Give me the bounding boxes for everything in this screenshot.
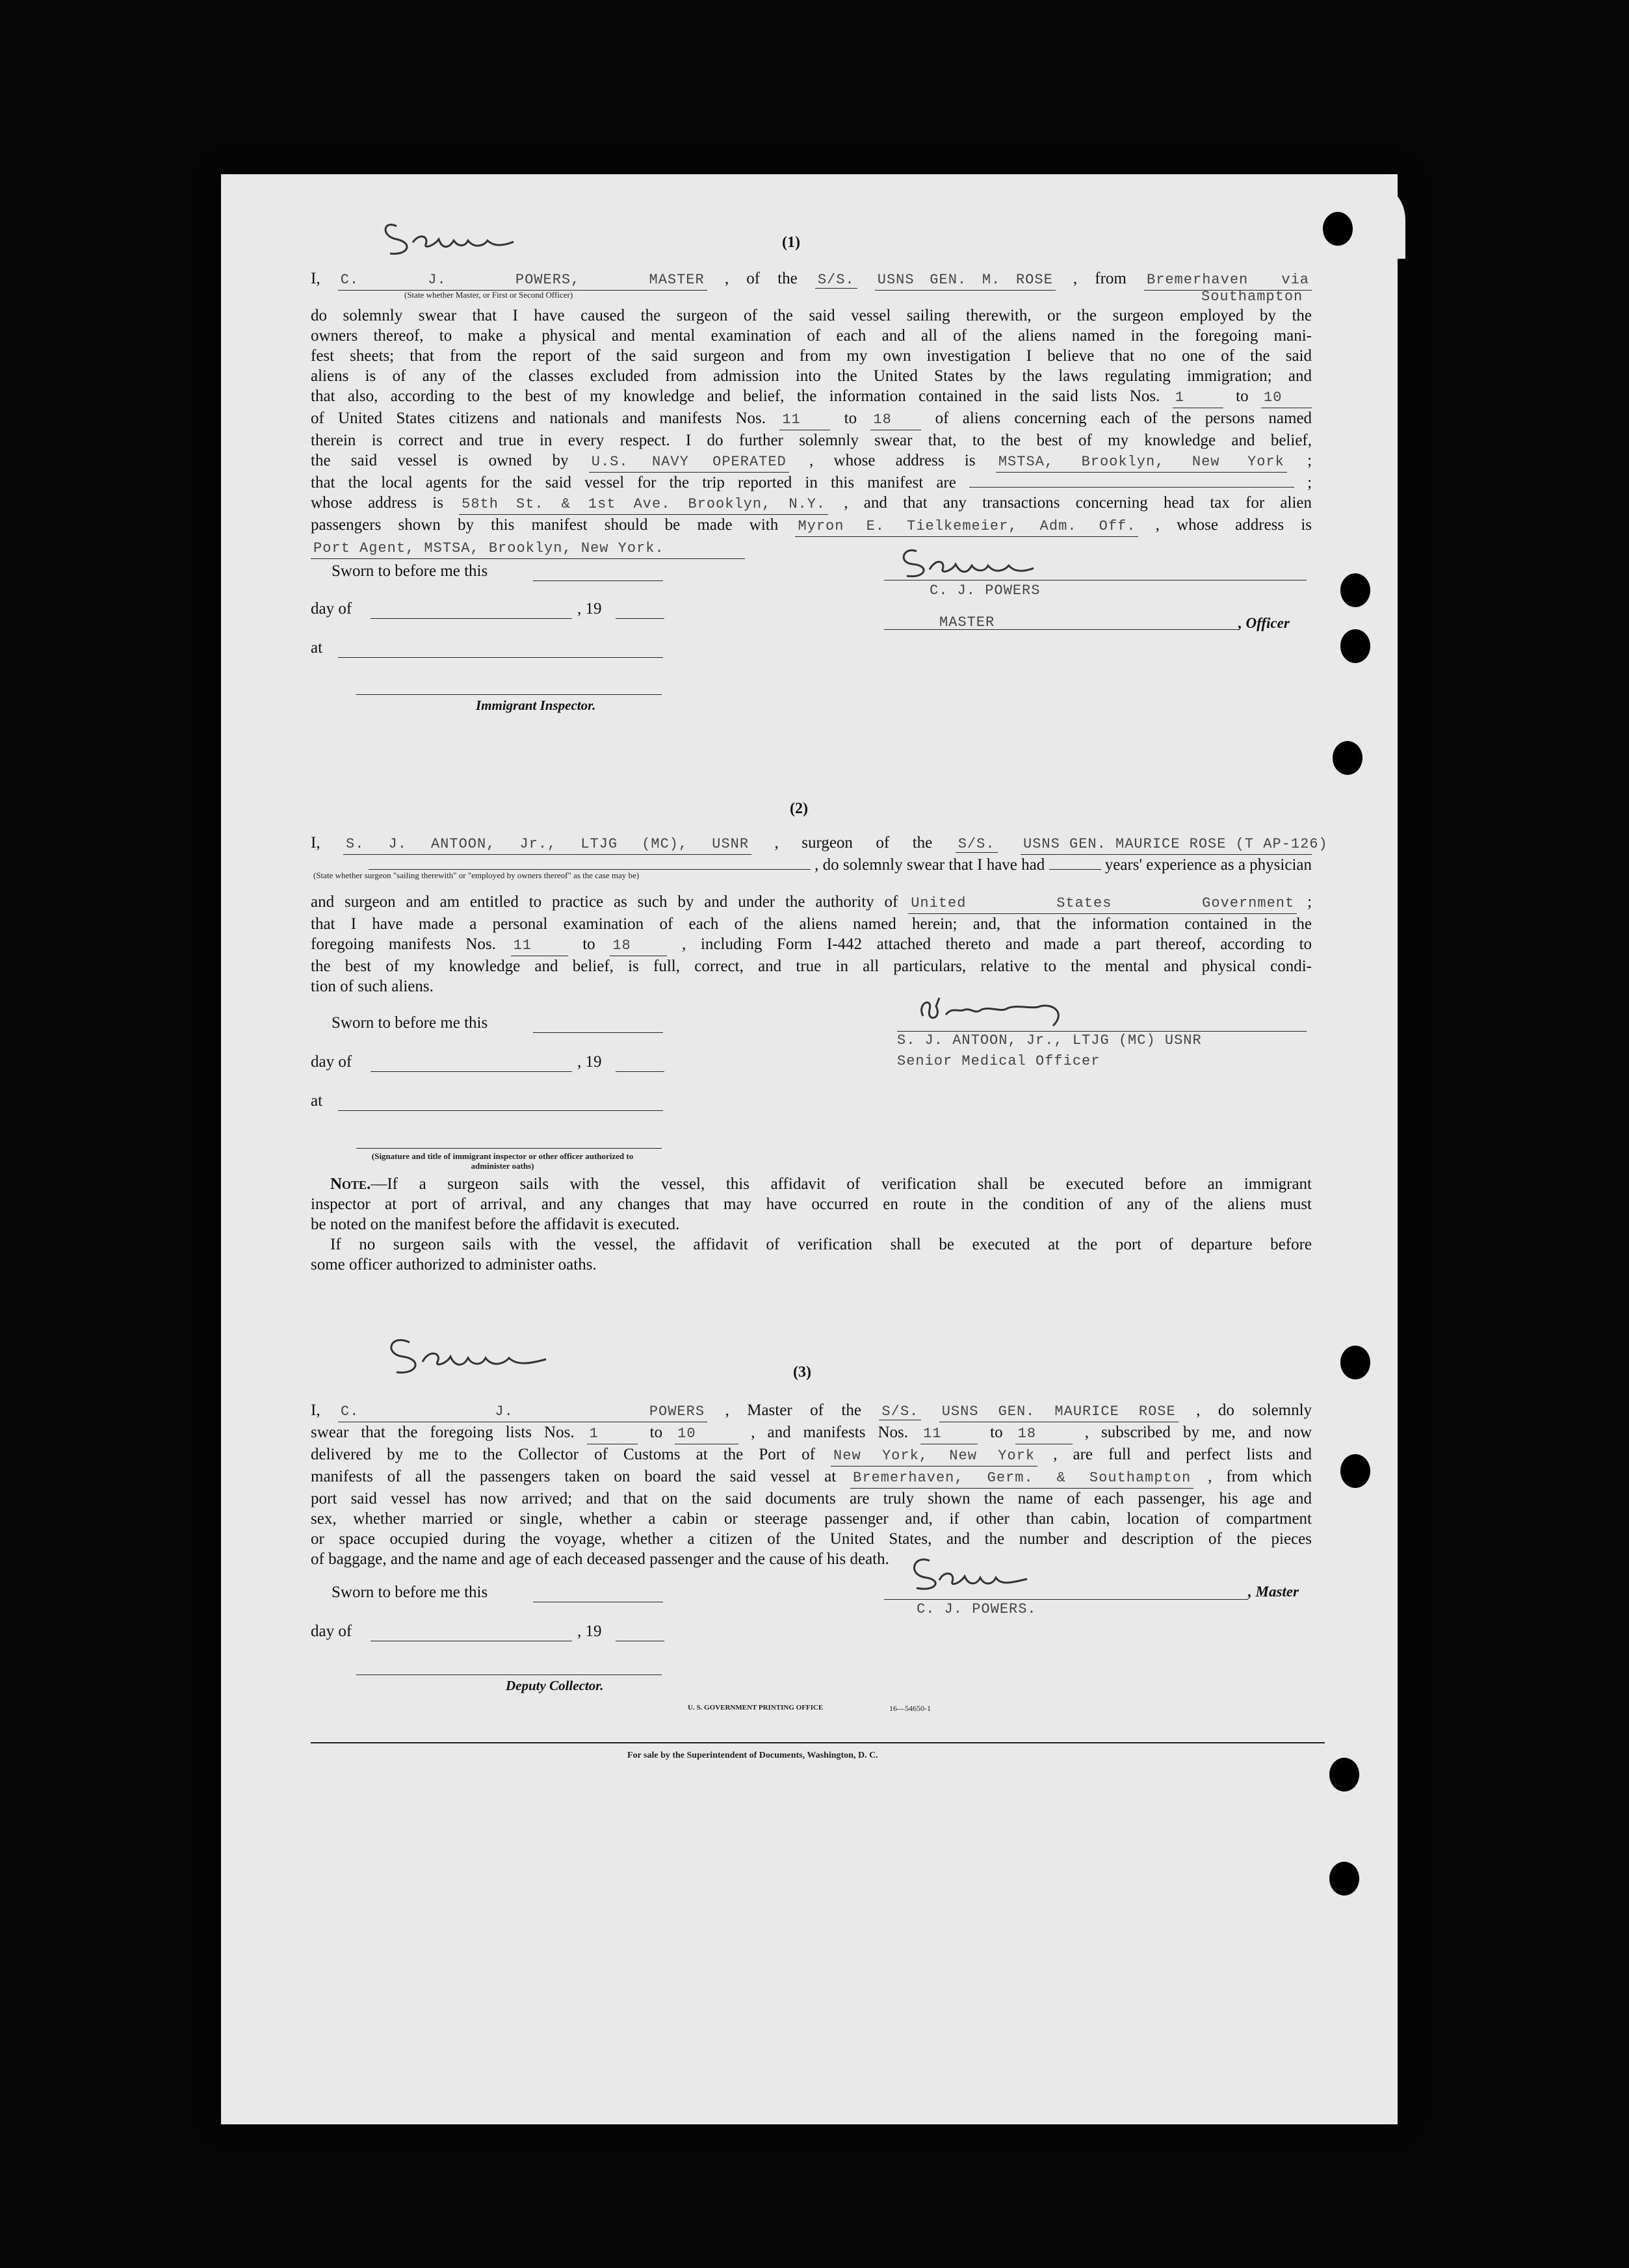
s1-line-1: do solemnly swear that I have caused the surgeon of the said vessel sailing therewith, or the surgeon employed by the: [311, 307, 1312, 324]
binder-hole: [1340, 1454, 1370, 1488]
s2-line-1a: , do solemnly swear that I have had: [814, 856, 1045, 874]
s3-sworn-label: Sworn to before me this: [332, 1584, 488, 1601]
s3-line-2c: , subscribed by me, and now: [1084, 1424, 1312, 1441]
s2-day-label: day of: [311, 1053, 352, 1071]
s1-at-label: at: [311, 639, 323, 657]
note-line-3: be noted on the manifest before the affidavit is executed.: [311, 1216, 680, 1233]
note-line-4: If no surgeon sails with the vessel, the affidavit of verification shall be executed at the port of departure before: [330, 1236, 1312, 1253]
s2-vessel-field: USNS GEN. MAURICE ROSE (T AP-126): [1021, 834, 1312, 855]
s1-man-from: 11: [779, 410, 830, 430]
s2-at-label: at: [311, 1092, 323, 1110]
s2-surgeon-of: , surgeon of the: [774, 834, 933, 852]
s1-sworn-label: Sworn to before me this: [332, 562, 488, 580]
s1-owner-address-field: MSTSA, Brooklyn, New York: [996, 452, 1287, 473]
s1-of-the: , of the: [724, 270, 798, 287]
s1-contact-address-field: Port Agent, MSTSA, Brooklyn, New York.: [311, 538, 745, 559]
s1-line-11: [311, 515, 1312, 537]
antoon-signature: [910, 990, 1079, 1036]
s1-line-11a: passengers shown by this manifest should be made with: [311, 516, 779, 534]
powers-signature-3: [380, 1328, 562, 1387]
s1-agents-field: [969, 473, 1294, 488]
s1-line-8a: the said vessel is owned by: [311, 452, 569, 469]
section-1-paragraph: [311, 306, 1312, 559]
s3-to-2: to: [990, 1424, 1003, 1441]
s1-line-10: [311, 493, 1312, 515]
s2-i: I,: [311, 834, 320, 852]
s1-line-6b: of aliens concerning each of the persons named: [935, 410, 1312, 427]
s1-owner-field: U.S. NAVY OPERATED: [589, 452, 789, 473]
section-2-paragraph: [311, 892, 1312, 997]
s3-line-7: or space occupied during the voyage, whether a citizen of the United States, and the number and description of the pieces: [311, 1530, 1312, 1548]
note-label: Note.: [330, 1175, 371, 1193]
s1-inspector-label: Immigrant Inspector.: [476, 697, 596, 713]
s2-line-2a: and surgeon and am entitled to practice as such by and under the authority of: [311, 893, 898, 911]
note-line-1: [311, 1174, 1312, 1194]
footer-rule: [311, 1742, 1325, 1743]
s2-sworn-label: Sworn to before me this: [332, 1014, 488, 1032]
s3-line-4: [311, 1466, 1312, 1489]
s1-year-line: [616, 618, 664, 619]
s1-vessel-field: USNS GEN. M. ROSE: [875, 270, 1056, 291]
s1-ss: S/S.: [815, 272, 857, 289]
s1-line-4: aliens is of any of the classes excluded from admission into the United States by the laws regulating immigration; and: [311, 367, 1312, 385]
s3-line-3b: , are full and perfect lists and: [1053, 1446, 1312, 1463]
s1-from: , from: [1073, 270, 1127, 287]
s1-line-8b: , whose address is: [809, 452, 976, 469]
s1-contact-field: Myron E. Tielkemeier, Adm. Off.: [795, 516, 1138, 537]
s3-line-master: [311, 1400, 1312, 1422]
s1-list-from: 1: [1173, 387, 1223, 408]
printing-office: U. S. GOVERNMENT PRINTING OFFICE: [688, 1704, 824, 1712]
s3-master-label: , Master: [1248, 1584, 1299, 1600]
s1-port-continued: Southampton: [1201, 289, 1303, 305]
s1-to-1: to: [1236, 387, 1249, 405]
s1-officer-caption: (State whether Master, or First or Second Officer): [404, 290, 573, 300]
powers-signature-4: [897, 1549, 1053, 1601]
s3-ss: S/S.: [879, 1403, 921, 1420]
s3-line-4a: manifests of all the passengers taken on board the said vessel at: [311, 1468, 837, 1485]
binder-hole: [1340, 1346, 1370, 1379]
s2-day-line: [371, 1071, 572, 1072]
s1-line-5: [311, 386, 1312, 408]
s3-line-2a: swear that the foregoing lists Nos.: [311, 1424, 575, 1441]
s1-line-9: that the local agents for the said vessel for the trip reported in this manifest are ;: [311, 474, 1312, 491]
s1-year-label: , 19: [577, 600, 602, 618]
s3-line-8: of baggage, and the name and age of each deceased passenger and the cause of his death.: [311, 1550, 889, 1568]
section-3-body: [311, 1400, 1312, 1569]
s1-sworn-line: [533, 580, 663, 581]
s1-at-line: [338, 657, 663, 658]
s2-man-to: 18: [610, 935, 667, 956]
s3-signature-line: [884, 1599, 1248, 1600]
s2-caption: (State whether surgeon "sailing therewith" or "employed by owners thereof" as the case may be): [313, 870, 640, 880]
s3-line-2b: , and manifests Nos.: [751, 1424, 909, 1441]
note-block: [311, 1174, 1312, 1275]
s1-agent-address-field: 58th St. & 1st Ave. Brooklyn, N.Y.: [459, 494, 828, 515]
s2-line-3: that I have made a personal examination of each of the aliens named herein; and, that the information contained in the: [311, 915, 1312, 933]
binder-hole: [1329, 1758, 1359, 1792]
s1-line-10a: whose address is: [311, 494, 443, 512]
binder-hole: [1329, 1862, 1359, 1896]
s3-do-solemnly: , do solemnly: [1196, 1401, 1312, 1419]
s3-year-label: , 19: [577, 1623, 602, 1640]
s2-ss: S/S.: [956, 836, 998, 853]
s3-line-4b: , from which: [1208, 1468, 1312, 1485]
s3-line-3a: delivered by me to the Collector of Customs at the Port of: [311, 1446, 815, 1463]
s2-year-label: , 19: [577, 1053, 602, 1071]
s2-signature-line: [897, 1031, 1307, 1032]
s1-sig-title: MASTER: [939, 614, 995, 631]
s3-list-to: 10: [675, 1424, 738, 1444]
s3-embark-field: Bremerhaven, Germ. & Southampton: [850, 1468, 1193, 1489]
binder-hole: [1333, 741, 1362, 775]
s3-man-from: 11: [920, 1424, 978, 1444]
s1-list-to: 10: [1261, 387, 1312, 408]
powers-signature-1: [377, 213, 527, 265]
s1-sig-name: C. J. POWERS: [930, 582, 1041, 599]
section-1-body: [311, 268, 1312, 291]
s2-years-field: [1049, 855, 1101, 870]
s1-line-2: owners thereof, to make a physical and mental examination of each and all of the aliens named in the foregoing mani-: [311, 327, 1312, 345]
s2-year-line: [616, 1071, 664, 1072]
s2-to: to: [582, 935, 595, 953]
s2-surgeon-field: S. J. ANTOON, Jr., LTJG (MC), USNR: [343, 834, 751, 855]
s2-line-4a: foregoing manifests Nos.: [311, 935, 496, 953]
s3-to-1: to: [649, 1424, 663, 1441]
s1-line-7: therein is correct and true in every respect. I do further solemnly swear that, to the best of my knowledge and belief,: [311, 432, 1312, 449]
s2-caption-line: [356, 1148, 662, 1149]
s2-sig-name: S. J. ANTOON, Jr., LTJG (MC) USNR: [897, 1032, 1202, 1049]
s3-vessel-field: USNS GEN. MAURICE ROSE: [939, 1401, 1179, 1422]
s2-sig-caption: (Signature and title of immigrant inspector or other officer authorized to administer oaths): [371, 1151, 634, 1171]
s1-to-2: to: [844, 410, 857, 427]
note-p1a: —If a surgeon sails with the vessel, this affidavit of verification shall be executed before an immigrant: [371, 1175, 1312, 1193]
s1-officer-label: , Officer: [1238, 615, 1290, 631]
sale-notice: For sale by the Superintendent of Documents, Washington, D. C.: [627, 1751, 878, 1760]
note-line-2: inspector at port of arrival, and any changes that may have occurred en route in the condition of any of the aliens must: [311, 1195, 1312, 1213]
s3-master-field: C. J. POWERS: [338, 1401, 707, 1422]
s1-i: I,: [311, 270, 320, 287]
s3-line-2: [311, 1422, 1312, 1444]
paper-corner-tab: [1347, 181, 1405, 259]
s3-i: I,: [311, 1401, 320, 1419]
s1-line-5-text: that also, according to the best of my knowledge and belief, the information contained in the said lists Nos.: [311, 387, 1160, 405]
s1-title-line: [884, 629, 1238, 630]
s2-line-surgeon: [311, 833, 1328, 855]
s2-man-from: 11: [511, 935, 568, 956]
s2-sig-title: Senior Medical Officer: [897, 1053, 1101, 1069]
binder-hole: [1340, 573, 1370, 607]
section-2-number: (2): [790, 800, 808, 817]
s2-line-6: tion of such aliens.: [311, 978, 434, 995]
s1-line-11b: , whose address is: [1155, 516, 1312, 534]
note-line-5: some officer authorized to administer oaths.: [311, 1256, 597, 1273]
section-3-number: (3): [793, 1364, 811, 1381]
s1-inspector-line: [356, 694, 662, 695]
binder-hole: [1323, 212, 1353, 246]
s2-line-4b: , including Form I-442 attached thereto and made a part thereof, according to: [682, 935, 1312, 953]
s2-line-1b: years' experience as a physician: [1104, 856, 1312, 874]
s3-day-label: day of: [311, 1623, 352, 1640]
printing-code: 16—54650-1: [889, 1704, 931, 1713]
s1-line-9-text: that the local agents for the said vessel for the trip reported in this manifest are: [311, 474, 956, 491]
section-1-number: (1): [782, 234, 800, 251]
s3-sig-name: C. J. POWERS.: [917, 1601, 1037, 1617]
s3-line-3: [311, 1444, 1312, 1466]
s1-line-10b: , and that any transactions concerning head tax for alien: [844, 494, 1312, 512]
s2-line-2: and surgeon and am entitled to practice as such by and under the authority of United States Government ;: [311, 892, 1312, 914]
s1-line-12: [311, 537, 1312, 559]
s2-sworn-line: [533, 1032, 663, 1033]
s3-man-to: 18: [1015, 1424, 1073, 1444]
s3-line-5: port said vessel has now arrived; and that on the said documents are truly shown the name of each passenger, his age and: [311, 1490, 1312, 1507]
s3-master-of: , Master of the: [725, 1401, 861, 1419]
s1-line-8: the said vessel is owned by U.S. NAVY OPERATED , whose address is MSTSA, Brooklyn, New York ;: [311, 450, 1312, 473]
s1-day-line: [371, 618, 572, 619]
s2-authority-field: United States Government: [908, 893, 1297, 914]
s1-line-6: [311, 408, 1312, 430]
s3-port-field: New York, New York: [831, 1446, 1037, 1466]
s2-line-4: [311, 934, 1312, 956]
s3-collector-label: Deputy Collector.: [506, 1678, 604, 1693]
s1-man-to: 18: [870, 410, 921, 430]
s1-line-officer: [311, 268, 1312, 291]
manifest-affidavit-page: [221, 174, 1398, 2124]
s3-line-6: sex, whether married or single, whether a cabin or steerage passenger and, if other than cabin, location of compartment: [311, 1510, 1312, 1528]
s1-port-field: Bremerhaven via: [1144, 270, 1312, 291]
s2-sailing-field: [369, 855, 811, 870]
s1-line-3: fest sheets; that from the report of the said surgeon and from my own investigation I believe that no one of the said: [311, 347, 1312, 365]
binder-hole: [1340, 629, 1370, 663]
s2-at-line: [338, 1110, 663, 1111]
s2-line-5: the best of my knowledge and belief, is full, correct, and true in all particulars, relative to the mental and physical condi-: [311, 958, 1312, 975]
s3-list-from: 1: [587, 1424, 638, 1444]
s1-line-6a: of United States citizens and nationals and manifests Nos.: [311, 410, 766, 427]
section-2-body: [311, 833, 1328, 875]
s1-day-label: day of: [311, 600, 352, 618]
s1-officer-field: C. J. POWERS, MASTER: [338, 270, 707, 291]
